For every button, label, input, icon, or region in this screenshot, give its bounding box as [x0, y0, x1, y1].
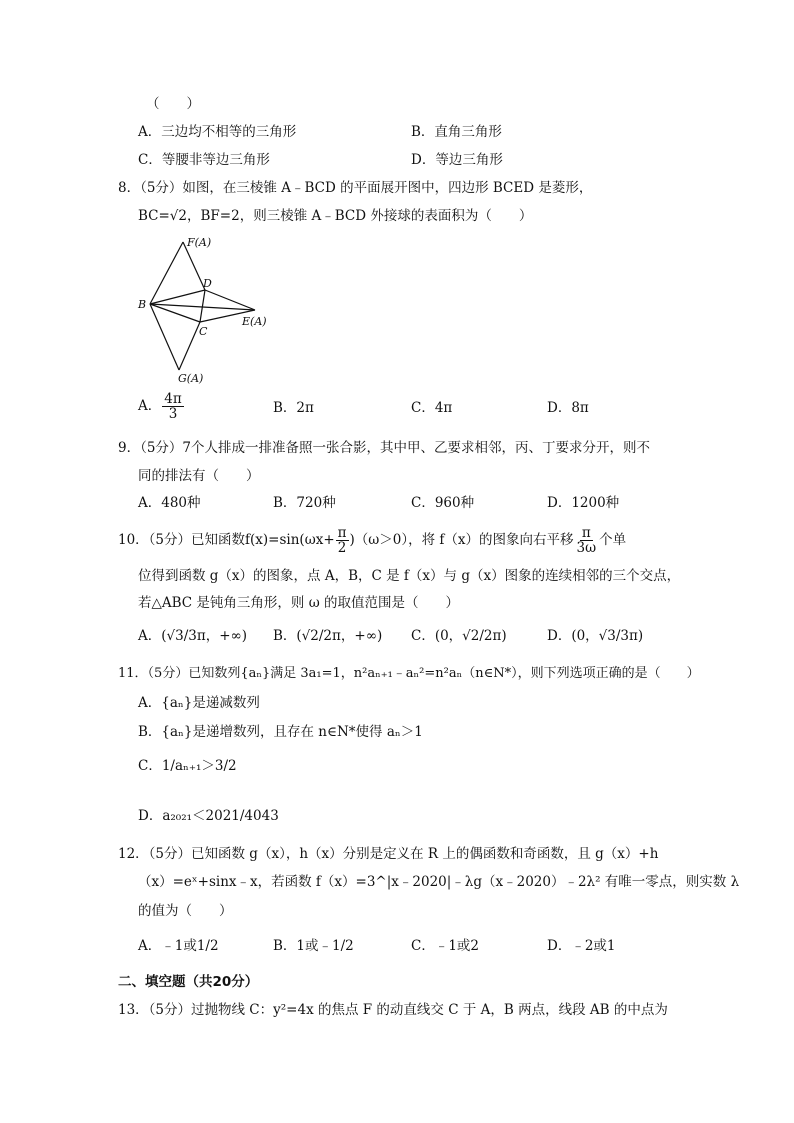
- q9-option-b: B．720种: [273, 495, 336, 511]
- q12-option-c: C．﹣1或2: [411, 938, 480, 954]
- q8-optA-num: 4π: [164, 391, 182, 407]
- label-D: D: [203, 277, 212, 290]
- label-F: F(A): [187, 236, 212, 249]
- q7-paren: （ ）: [146, 96, 200, 112]
- q11-option-d: D．a₂₀₂₁＜2021/4043: [138, 808, 279, 824]
- q7-option-a: A．三边均不相等的三角形: [138, 124, 297, 140]
- q12-option-b: B．1或﹣1/2: [273, 938, 354, 954]
- q10-line3: 若△ABC 是钝角三角形，则 ω 的取值范围是（ ）: [138, 595, 460, 611]
- q11-line1: 11．（5分）已知数列{aₙ}满足 3a₁=1，n²aₙ₊₁﹣aₙ²=n²aₙ（n∈N*），则下列选项正确的是（ ）: [118, 666, 700, 681]
- q12-line2: （x）=eˣ+sinx﹣x，若函数 f（x）=3^|x﹣2020|﹣λg（x﹣2020）﹣2λ² 有唯一零点，则实数 λ: [138, 874, 740, 890]
- q10-option-d: D．(0，√3/3π): [547, 628, 644, 644]
- q12-option-d: D．﹣2或1: [547, 938, 616, 954]
- q8-option-b: B．2π: [273, 400, 314, 416]
- q9-option-d: D．1200种: [547, 495, 620, 511]
- label-B: B: [138, 298, 147, 311]
- q12-option-a: A．﹣1或1/2: [138, 938, 219, 954]
- q8-line1: 8．（5分）如图，在三棱锥 A﹣BCD 的平面展开图中，四边形 BCED 是菱形，: [118, 180, 593, 196]
- q9-line1: 9．（5分）7个人排成一排准备照一张合影，其中甲、乙要求相邻，丙、丁要求分开，则不: [118, 440, 651, 456]
- q9-option-a: A．480种: [138, 495, 201, 511]
- q11-option-b: B．{aₙ}是递增数列，且存在 n∈N*使得 aₙ＞1: [138, 724, 423, 740]
- q10-option-b: B．(√2/2π，+∞): [273, 628, 383, 644]
- q8-optA-den: 3: [168, 406, 178, 422]
- label-E: E(A): [242, 315, 267, 328]
- q12-line1: 12．（5分）已知函数 g（x），h（x）分别是定义在 R 上的偶函数和奇函数，且 g（x）+h: [118, 846, 659, 862]
- q9-option-c: C．960种: [411, 495, 475, 511]
- q7-option-d: D．等边三角形: [411, 152, 503, 168]
- q13-line1: 13．（5分）过抛物线 C：y²=4x 的焦点 F 的动直线交 C 于 A，B 两点，线段 AB 的中点为: [118, 1002, 668, 1018]
- q8-net-figure: [135, 232, 275, 387]
- q12-line3: 的值为（ ）: [138, 903, 233, 919]
- label-C: C: [199, 325, 208, 338]
- q11-option-c: C．1/aₙ₊₁＞3/2: [138, 758, 237, 774]
- q10-line2: 位得到函数 g（x）的图象，点 A，B，C 是 f（x）与 g（x）图象的连续相邻的三个交点，: [138, 568, 681, 584]
- section-heading-fill-in: 二、填空题（共20分）: [118, 974, 259, 990]
- label-G: G(A): [178, 372, 204, 385]
- q11-option-a: A．{aₙ}是递减数列: [138, 695, 260, 711]
- q7-option-b: B．直角三角形: [411, 124, 502, 140]
- q8-line2: BC=√2，BF=2，则三棱锥 A﹣BCD 外接球的表面积为（ ）: [138, 208, 533, 224]
- q7-option-c: C．等腰非等边三角形: [138, 152, 270, 168]
- q8-option-d: D．8π: [547, 400, 589, 416]
- q9-line2: 同的排法有（ ）: [138, 468, 260, 484]
- q10-option-a: A．(√3/3π，+∞): [138, 628, 248, 644]
- q10-option-c: C．(0，√2/2π): [411, 628, 507, 644]
- q8-option-c: C．4π: [411, 400, 453, 416]
- q10-line1: 10．（5分）已知函数f(x)=sin(ωx+ $\frac{\pi}{2}$ )（ω＞0），将 f（x）的图象向右平移 $\frac{\pi}{3\omega}$ 个单: [118, 525, 627, 556]
- q8-option-a: A． $\frac{4\pi}{3}$: [138, 391, 182, 422]
